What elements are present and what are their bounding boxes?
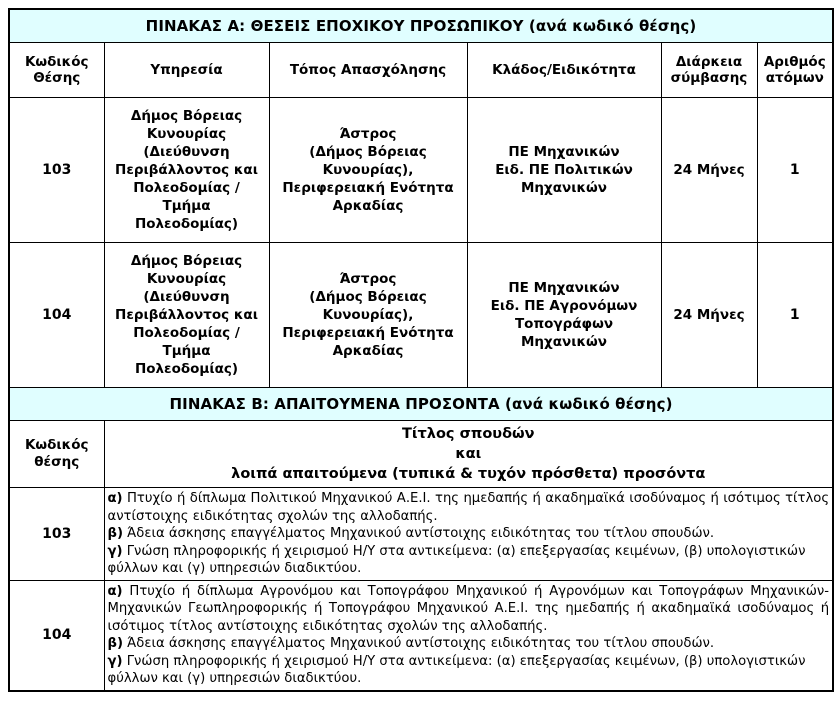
position-count: 1 bbox=[757, 98, 833, 243]
position-specialty bbox=[467, 98, 661, 243]
specialty-line: ΠΕ Μηχανικών bbox=[508, 143, 620, 160]
column-header-count-line1: Αριθμός bbox=[763, 53, 826, 70]
service-line: (Διεύθυνση bbox=[143, 143, 230, 160]
qualification-item-marker: α) bbox=[107, 583, 123, 599]
qualification-item bbox=[108, 543, 830, 578]
qualification-item bbox=[108, 583, 830, 636]
service-line: Δήμος Βόρειας bbox=[130, 252, 243, 269]
column-header-code-line1: Κωδικός bbox=[24, 53, 89, 70]
service-line: (Διεύθυνση bbox=[143, 288, 230, 305]
place-line: Αρκαδίας bbox=[332, 198, 404, 215]
qualification-item bbox=[108, 525, 830, 543]
place-line: Άστρος bbox=[339, 270, 397, 287]
qualification-code: 103 bbox=[9, 488, 104, 581]
qualification-column-header-code bbox=[9, 421, 104, 488]
place-line: Άστρος bbox=[339, 125, 397, 142]
qualification-item-text: Γνώση πληροφορικής ή χειρισμού Η/Υ στα αντικείμενα: (α) επεξεργασίας κειμένων, (β) υπολογιστικών φύλλων και (γ) υπηρεσιών διαδικτύου. bbox=[107, 543, 806, 577]
table-row bbox=[9, 243, 833, 388]
table-b-banner-row bbox=[9, 388, 833, 421]
column-header-place bbox=[269, 43, 467, 98]
position-place bbox=[269, 243, 467, 388]
qualification-text bbox=[104, 580, 833, 691]
service-line: Δήμος Βόρειας bbox=[130, 107, 243, 124]
positions-and-qualifications-table bbox=[8, 8, 834, 692]
position-duration: 24 Μήνες bbox=[661, 243, 757, 388]
qualification-item bbox=[108, 653, 830, 688]
column-header-duration-line1: Διάρκεια bbox=[675, 53, 743, 70]
qual-header-title-line3: λοιπά απαιτούμενα (τυπικά & τυχόν πρόσθετα) προσόντα bbox=[231, 466, 706, 482]
table-a-header-row bbox=[9, 43, 833, 98]
table-a-banner-row bbox=[9, 9, 833, 43]
position-place bbox=[269, 98, 467, 243]
place-line: Κυνουρίας), bbox=[322, 161, 414, 178]
column-header-service bbox=[104, 43, 269, 98]
qual-header-title-line2: και bbox=[455, 446, 482, 462]
column-header-code-line2: Θέσης bbox=[33, 70, 81, 86]
table-row bbox=[9, 580, 833, 691]
column-header-specialty bbox=[467, 43, 661, 98]
position-code: 103 bbox=[9, 98, 104, 243]
specialty-line: Ειδ. ΠΕ Αγρονόμων bbox=[490, 297, 638, 314]
service-line: Τμήμα bbox=[162, 198, 211, 215]
qual-header-title-line1: Τίτλος σπουδών bbox=[402, 426, 535, 442]
position-specialty bbox=[467, 243, 661, 388]
service-line: Κυνουρίας bbox=[146, 125, 227, 142]
column-header-code bbox=[9, 43, 104, 98]
service-line: Τμήμα bbox=[162, 343, 211, 360]
place-line: Αρκαδίας bbox=[332, 343, 404, 360]
position-service bbox=[104, 243, 269, 388]
specialty-line: Μηχανικών bbox=[520, 334, 607, 351]
service-line: Περιβάλλοντος και bbox=[115, 161, 258, 178]
specialty-line: Τοπογράφων bbox=[514, 316, 614, 332]
service-line: Πολεοδομίας) bbox=[134, 216, 239, 233]
qualification-item bbox=[108, 635, 830, 653]
qualification-item-marker: α) bbox=[107, 491, 123, 506]
qualification-item-text: Πτυχίο ή δίπλωμα Αγρονόμου και Τοπογράφου Μηχανικού ή Αγρονόμων και Τοπογράφων Μηχανικών-Μηχανικών Γεωπληροφορικής ή Τοπογράφου Μηχανικού Α.Ε.Ι. της ημεδαπής ή ακαδημαϊκά ισοδύναμος ή ισότιμος τίτλος αντίστοιχης ειδικότητας σχολών της αλλοδαπής. bbox=[107, 583, 830, 634]
service-line: Πολεοδομίας) bbox=[134, 361, 239, 378]
service-line: Περιβάλλοντος και bbox=[115, 306, 258, 323]
column-header-place-line1: Τόπος Απασχόλησης bbox=[289, 61, 447, 78]
position-service bbox=[104, 98, 269, 243]
service-line: Πολεοδομίας / bbox=[133, 180, 240, 197]
service-line: Κυνουρίας bbox=[146, 270, 227, 287]
qualification-item-text: Γνώση πληροφορικής ή χειρισμού Η/Υ στα αντικείμενα: (α) επεξεργασίας κειμένων, (β) υπολογιστικών φύλλων και (γ) υπηρεσιών διαδικτύου. bbox=[107, 653, 806, 687]
qualification-code: 104 bbox=[9, 580, 104, 691]
table-row bbox=[9, 488, 833, 581]
qualification-item-marker: γ) bbox=[107, 543, 123, 559]
specialty-line: Μηχανικών bbox=[520, 180, 607, 197]
qualification-item-marker: β) bbox=[107, 636, 123, 652]
qualification-item bbox=[108, 490, 830, 525]
table-row bbox=[9, 98, 833, 243]
qualification-item-marker: β) bbox=[107, 526, 123, 542]
qualification-item-text: Άδεια άσκησης επαγγέλματος Μηχανικού αντίστοιχης ειδικότητας του τίτλου σπουδών. bbox=[122, 526, 715, 542]
table-b-header-row bbox=[9, 421, 833, 488]
qualification-text bbox=[104, 488, 833, 581]
place-line: (Δήμος Βόρειας bbox=[309, 288, 427, 305]
table-a-banner: ΠΙΝΑΚΑΣ Α: ΘΕΣΕΙΣ ΕΠΟΧΙΚΟΥ ΠΡΟΣΩΠΙΚΟΥ (ανά κωδικό θέσης) bbox=[9, 9, 833, 43]
column-header-count bbox=[757, 43, 833, 98]
place-line: (Δήμος Βόρειας bbox=[309, 143, 427, 160]
position-duration: 24 Μήνες bbox=[661, 98, 757, 243]
qualification-item-text: Άδεια άσκησης επαγγέλματος Μηχανικού αντίστοιχης ειδικότητας του τίτλου σπουδών. bbox=[122, 636, 715, 652]
qual-header-code-line2: θέσης bbox=[34, 454, 80, 470]
place-line: Περιφερειακή Ενότητα bbox=[282, 325, 454, 342]
qualification-item-marker: γ) bbox=[107, 653, 123, 669]
service-line: Πολεοδομίας / bbox=[133, 325, 240, 342]
position-count: 1 bbox=[757, 243, 833, 388]
table-b-banner: ΠΙΝΑΚΑΣ Β: ΑΠΑΙΤΟΥΜΕΝΑ ΠΡΟΣΟΝΤΑ (ανά κωδικό θέσης) bbox=[9, 388, 833, 421]
position-code: 104 bbox=[9, 243, 104, 388]
column-header-duration-line2: σύμβασης bbox=[670, 70, 748, 86]
qualification-item-text: Πτυχίο ή δίπλωμα Πολιτικού Μηχανικού Α.Ε.Ι. της ημεδαπής ή ακαδημαϊκά ισοδύναμος ή ισότιμος τίτλος αντίστοιχης ειδικότητας σχολών της αλλοδαπής. bbox=[107, 491, 830, 524]
column-header-count-line2: ατόμων bbox=[765, 70, 824, 86]
column-header-duration bbox=[661, 43, 757, 98]
place-line: Περιφερειακή Ενότητα bbox=[282, 180, 454, 197]
column-header-specialty-line1: Κλάδος/Ειδικότητα bbox=[492, 61, 636, 78]
qualification-column-header-title bbox=[104, 421, 833, 488]
qual-header-code-line1: Κωδικός bbox=[24, 437, 89, 454]
specialty-line: ΠΕ Μηχανικών bbox=[508, 279, 620, 296]
column-header-service-line1: Υπηρεσία bbox=[150, 61, 223, 78]
place-line: Κυνουρίας), bbox=[322, 306, 414, 323]
specialty-line: Ειδ. ΠΕ Πολιτικών bbox=[495, 161, 633, 178]
